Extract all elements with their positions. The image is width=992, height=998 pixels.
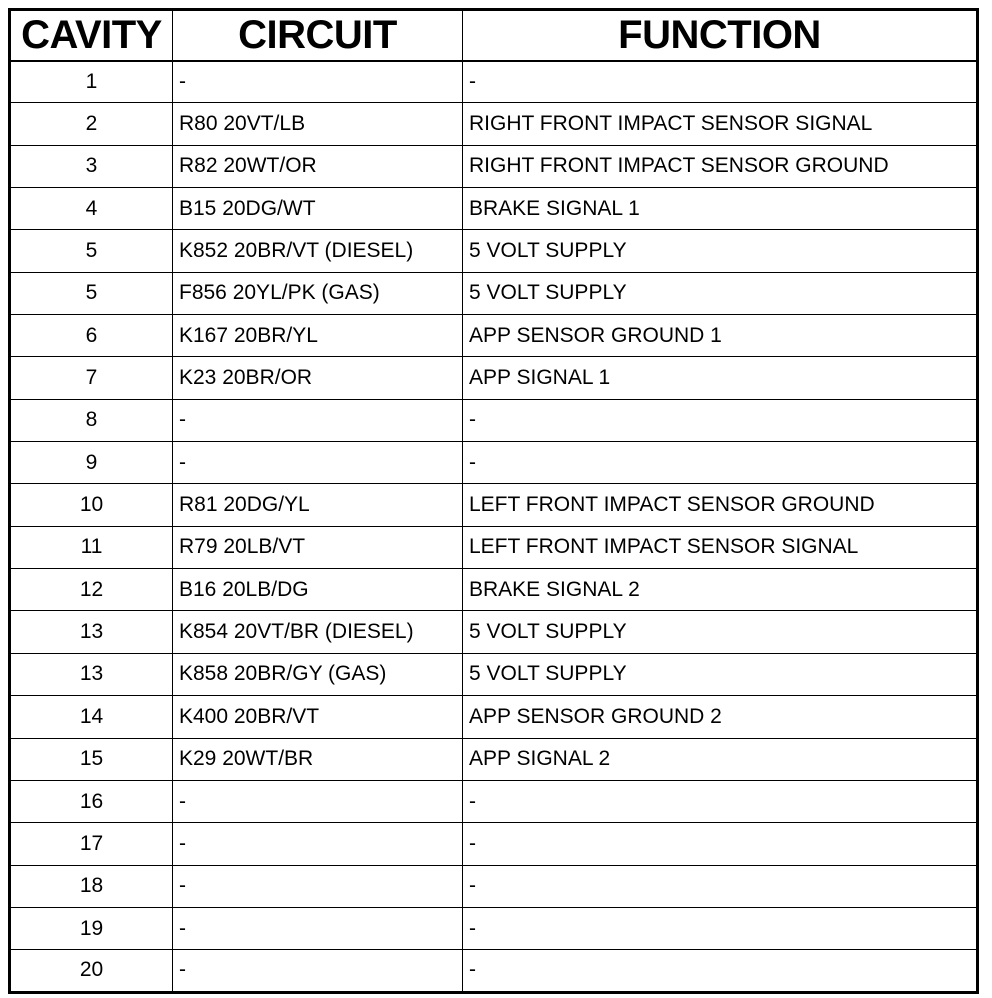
function-cell: BRAKE SIGNAL 1 (463, 188, 978, 230)
function-cell: - (463, 399, 978, 441)
table-row (10, 611, 978, 653)
function-cell: - (463, 61, 978, 103)
table-row (10, 569, 978, 611)
table-row (10, 653, 978, 695)
circuit-cell: B16 20LB/DG (173, 569, 463, 611)
circuit-cell: K167 20BR/YL (173, 315, 463, 357)
cavity-cell: 5 (10, 272, 173, 314)
cavity-cell: 17 (10, 823, 173, 865)
circuit-cell: K854 20VT/BR (DIESEL) (173, 611, 463, 653)
circuit-cell: - (173, 61, 463, 103)
cavity-cell: 12 (10, 569, 173, 611)
circuit-cell: K29 20WT/BR (173, 738, 463, 780)
cavity-cell: 18 (10, 865, 173, 907)
table-body (10, 61, 978, 993)
circuit-cell: F856 20YL/PK (GAS) (173, 272, 463, 314)
table-row (10, 696, 978, 738)
table-header (10, 10, 978, 61)
cavity-cell: 16 (10, 780, 173, 822)
function-cell: APP SIGNAL 1 (463, 357, 978, 399)
function-cell: LEFT FRONT IMPACT SENSOR SIGNAL (463, 526, 978, 568)
header-function: FUNCTION (463, 10, 978, 61)
cavity-cell: 13 (10, 653, 173, 695)
cavity-cell: 15 (10, 738, 173, 780)
function-cell: RIGHT FRONT IMPACT SENSOR SIGNAL (463, 103, 978, 145)
function-cell: APP SENSOR GROUND 1 (463, 315, 978, 357)
function-cell: LEFT FRONT IMPACT SENSOR GROUND (463, 484, 978, 526)
cavity-cell: 19 (10, 907, 173, 949)
cavity-cell: 10 (10, 484, 173, 526)
table-row (10, 907, 978, 949)
circuit-cell: - (173, 950, 463, 992)
function-cell: - (463, 865, 978, 907)
function-cell: BRAKE SIGNAL 2 (463, 569, 978, 611)
function-cell: - (463, 442, 978, 484)
function-cell: 5 VOLT SUPPLY (463, 653, 978, 695)
function-cell: - (463, 950, 978, 992)
table-row (10, 526, 978, 568)
circuit-cell: K858 20BR/GY (GAS) (173, 653, 463, 695)
header-cavity: CAVITY (10, 10, 173, 61)
table-row (10, 738, 978, 780)
function-cell: 5 VOLT SUPPLY (463, 272, 978, 314)
circuit-cell: K852 20BR/VT (DIESEL) (173, 230, 463, 272)
header-row (10, 10, 978, 61)
table-row (10, 230, 978, 272)
circuit-cell: B15 20DG/WT (173, 188, 463, 230)
function-cell: APP SIGNAL 2 (463, 738, 978, 780)
cavity-cell: 6 (10, 315, 173, 357)
table-row (10, 272, 978, 314)
cavity-cell: 5 (10, 230, 173, 272)
cavity-cell: 20 (10, 950, 173, 992)
function-cell: 5 VOLT SUPPLY (463, 611, 978, 653)
circuit-cell: R79 20LB/VT (173, 526, 463, 568)
cavity-cell: 2 (10, 103, 173, 145)
connector-pinout-table (8, 8, 979, 994)
circuit-cell: K400 20BR/VT (173, 696, 463, 738)
table-row (10, 442, 978, 484)
connector-pinout-table-container (8, 8, 979, 994)
function-cell: 5 VOLT SUPPLY (463, 230, 978, 272)
cavity-cell: 9 (10, 442, 173, 484)
cavity-cell: 13 (10, 611, 173, 653)
cavity-cell: 3 (10, 145, 173, 187)
cavity-cell: 7 (10, 357, 173, 399)
function-cell: APP SENSOR GROUND 2 (463, 696, 978, 738)
table-row (10, 484, 978, 526)
table-row (10, 188, 978, 230)
cavity-cell: 4 (10, 188, 173, 230)
circuit-cell: R81 20DG/YL (173, 484, 463, 526)
circuit-cell: - (173, 780, 463, 822)
table-row (10, 315, 978, 357)
circuit-cell: R80 20VT/LB (173, 103, 463, 145)
circuit-cell: - (173, 865, 463, 907)
circuit-cell: - (173, 442, 463, 484)
circuit-cell: R82 20WT/OR (173, 145, 463, 187)
cavity-cell: 11 (10, 526, 173, 568)
circuit-cell: K23 20BR/OR (173, 357, 463, 399)
table-row (10, 399, 978, 441)
circuit-cell: - (173, 823, 463, 865)
table-row (10, 61, 978, 103)
function-cell: - (463, 780, 978, 822)
table-row (10, 950, 978, 992)
cavity-cell: 1 (10, 61, 173, 103)
function-cell: - (463, 907, 978, 949)
table-row (10, 865, 978, 907)
circuit-cell: - (173, 399, 463, 441)
cavity-cell: 14 (10, 696, 173, 738)
table-row (10, 823, 978, 865)
table-row (10, 780, 978, 822)
table-row (10, 103, 978, 145)
header-circuit: CIRCUIT (173, 10, 463, 61)
function-cell: - (463, 823, 978, 865)
function-cell: RIGHT FRONT IMPACT SENSOR GROUND (463, 145, 978, 187)
table-row (10, 145, 978, 187)
table-row (10, 357, 978, 399)
cavity-cell: 8 (10, 399, 173, 441)
circuit-cell: - (173, 907, 463, 949)
